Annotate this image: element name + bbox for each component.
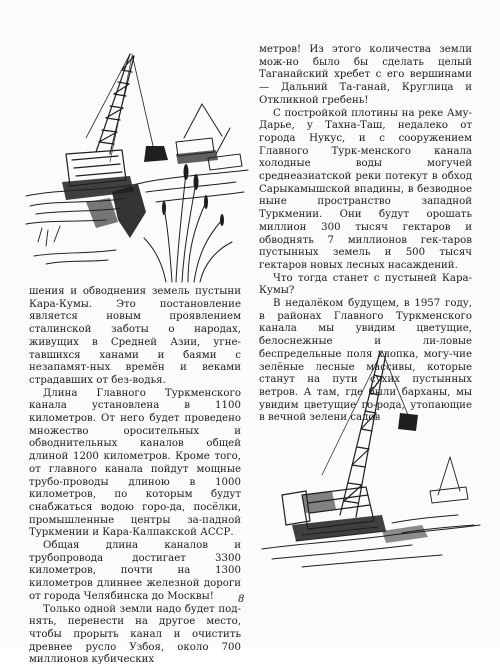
crane-excavator-illustration-left — [26, 42, 248, 282]
paragraph: Что тогда станет с пустыней Кара-Кумы? — [259, 272, 472, 297]
paragraph: С постройкой плотины на реке Аму-Дарье, у Тахна-Таш, недалеко от города Нукус, и с сооружением Главного Турк-менского канала холодные воды могучей среднеазиатской реки потекут в обход Сарыкамышской впадины, в безводное ныне пространство западной Туркмении. Они будут орошать миллион 300 тысяч гектаров и обводнять 7 миллионов гек-таров пустынных земель и 500 тысяч гектаров новых лесных насаждений. — [259, 107, 472, 271]
crane-excavator-illustration-right — [262, 345, 480, 570]
paragraph: метров! Из этого количества земли мож-но было бы сделать целый Таганайский хребет с его вершинами — Дальний Та-ганай, Круглица и Откликной гребень! — [259, 44, 472, 106]
paragraph: шения и обводнения земель пустыни Кара-Кумы. Это постановление является новым проявлением сталинской заботы о народах, живущих в Средней Азии, угне-тавшихся ханами и баями с незапамят-ных времён и веками страдавших от без-водья. — [29, 286, 241, 386]
paragraph: Общая длина каналов и трубопровода достигает 3300 километров, почти на 1300 километров длиннее железной дороги от города Челябинска до Москвы! — [29, 540, 241, 602]
paragraph: Длина Главного Туркменского канала установлена в 1100 километров. От него будет проведено множество оросительных и обводнительных каналов общей длиной 1200 километров. Кроме того, от главного канала пойдут мощные трубо-проводы длиною в 1000 километров, по которым будут снабжаться водою горо-да, посёлки, промышленные центры за-падной Туркмении и Кара-Калпакской АССР. — [29, 387, 241, 539]
page-number: 8 — [238, 594, 245, 605]
left-column-text — [29, 286, 241, 667]
paragraph: В недалёком будущем, в 1957 году, в районах Главного Туркменского канала мы увидим цветущие, белоснежные и ли-ловые беспредельные поля хлопка, могу-чие зелёные лесные массивы, которые станут на пути сухих пустынных ветров. А там, где были барханы, мы увидим цветущие го-рода, утопающие в вечной зелени садов — [259, 298, 472, 424]
paragraph: Только одной земли надо будет под-нять, перенести на другое место, чтобы прорыть канал и очистить древнее русло Узбоя, около 700 миллионов кубических — [29, 603, 241, 666]
